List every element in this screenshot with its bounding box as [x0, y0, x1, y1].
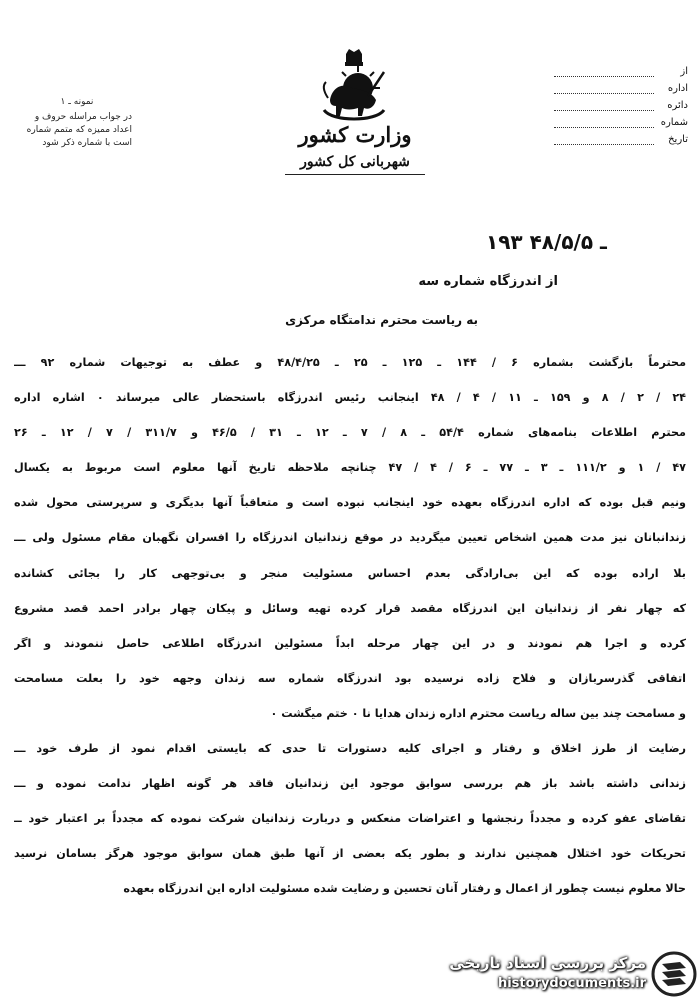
body-line: رضایت از طرز اخلاق و رفتار و اجرای کلیه دستورات تا حدی که بایستی اقدام نمود از طرف خود ـــ — [14, 742, 686, 756]
form-note-line: در جواب مراسله حروف و — [34, 112, 132, 122]
body-line: بلا اراده بوده که این بی‌ارادگی بعدم احساس مسئولیت منجر و بی‌توجهی کار را بجائی کشانده — [14, 566, 686, 580]
dotted-line — [554, 117, 654, 128]
lion-and-sun-emblem-icon — [318, 48, 390, 124]
watermark — [404, 948, 698, 1004]
dotted-line — [554, 66, 654, 77]
recipient-line: به ریاست محترم ندامتگاه مرکزی — [285, 313, 478, 327]
archive-center-logo-icon — [650, 950, 698, 998]
header-field-label: اداره — [667, 83, 688, 94]
ministry-name: وزارت کشور — [298, 122, 412, 147]
body-line: محترماً بازگشت بشماره ۶ / ۱۴۴ ـ ۱۲۵ ـ ۲۵ ـ ۴۸/۴/۲۵ و عطف به توجیهات شماره ۹۲ ـــ — [14, 356, 686, 369]
header-fields — [548, 60, 688, 145]
body-line: ۴۷ / ۱ و ۱۱۱/۲ ـ ۳ ـ ۷۷ ـ ۶ / ۴ / ۴۷ چنانچه ملاحظه تاریخ آنها معلوم است مربوط به یکسال — [14, 461, 686, 475]
body-line: و مسامحت چند بین ساله ریاست محترم اداره زندان هدایا نا ۰ ختم میگشت ۰ — [270, 706, 686, 720]
header-field-row — [548, 128, 688, 145]
dotted-line — [554, 134, 654, 145]
header-field-row — [548, 77, 688, 94]
body-line: ۲۴ / ۲ / ۸ و ۱۵۹ ـ ۱۱ / ۴ / ۴۸ اینجانب رئیس اندرزگاه باستحضار عالی میرساند ۰ اشاره اداره — [14, 391, 686, 405]
body-line: تقاضای عفو کرده و مجدداً رنجشها و اعتراضات منعکس و دربارت زندانیان شرکت نموده که مجدداً بر اعتبار خود ــ — [14, 812, 686, 826]
form-number: نمونه ـ ۱ — [60, 97, 94, 107]
sender-line: از اندرزگاه شماره سه — [418, 274, 558, 289]
reference-number: ۱۹۳ ـ ۴۸/۵/۵ — [486, 230, 607, 254]
department-name: شهربانی کل کشور — [285, 152, 425, 175]
header-field-row — [548, 94, 688, 111]
header-field-label: شماره — [660, 117, 688, 128]
header-field-row — [548, 60, 688, 77]
dotted-line — [554, 100, 654, 111]
dotted-line — [554, 83, 654, 94]
form-note-line: اعداد ممیزه که متمم شماره — [26, 125, 132, 135]
form-note-line: است با شماره ذکر شود — [42, 138, 132, 148]
body-line: محترم اطلاعات بنامه‌های شماره ۵۴/۴ ـ ۸ / ۷ ـ ۱۲ ـ ۳۱ / ۴۶/۵ و ۳۱۱/۷ / ۷ / ۱۲ ـ ۲۶ — [14, 426, 686, 440]
form-reference-block — [22, 96, 132, 150]
body-line: ونیم قبل بوده که اداره اندرزگاه بعهده خود اینجانب نبوده است و متعاقباً آنها بدیگری و سرپرستی محول شده — [14, 496, 686, 510]
letterhead — [285, 122, 425, 175]
body-line: که چهار نفر از زندانیان این اندرزگاه مقصد قرار کرده تهیه وسائل و پیکان چهار برادر احمد قصد مشروع — [14, 601, 686, 615]
watermark-url: historydocuments.ir — [497, 976, 646, 991]
header-field-label: دائره — [667, 100, 688, 111]
body-line: کرده و اجرا هم نمودند و در این چهار مرحله ابداً مسئولین اندرزگاه اطلاعی حاصل ننمودند و اگر — [14, 636, 686, 650]
header-field-label: از — [680, 66, 688, 77]
body-line: تحریکات خود اختلال همچنین ندارند و بطور یکه بعضی از آنها طبق همان سوابق موجود هرگز بسامان نرسید — [14, 847, 686, 861]
letter-body — [14, 345, 686, 907]
header-field-row — [548, 111, 688, 128]
body-line: حالا معلوم نیست چطور از اعمال و رفتار آنان تحسین و رضایت شده مسئولیت اداره این اندرزگاه بعهده — [123, 882, 686, 896]
body-line: زندانی داشته باشد باز هم بررسی سوابق موجود این زندانیان فاقد هر گونه اظهار ندامت نموده و ـــ — [14, 777, 686, 791]
body-line: زندانبانان نیز مدت همین اشخاص تعیین میگردید در موقع زندانیان اندرزگاه را افسران نگهبان مقام مسئول ولی ـــ — [14, 531, 686, 545]
header-field-label: تاریخ — [668, 134, 688, 145]
body-line: اتفاقی گذرسربازان و فلاح زاده نرسیده بود اندرزگاه شماره سه زندان وجهه خود را بعلت مسامحت — [14, 671, 686, 685]
watermark-title: مرکز بررسی اسناد تاریخی — [449, 954, 646, 972]
